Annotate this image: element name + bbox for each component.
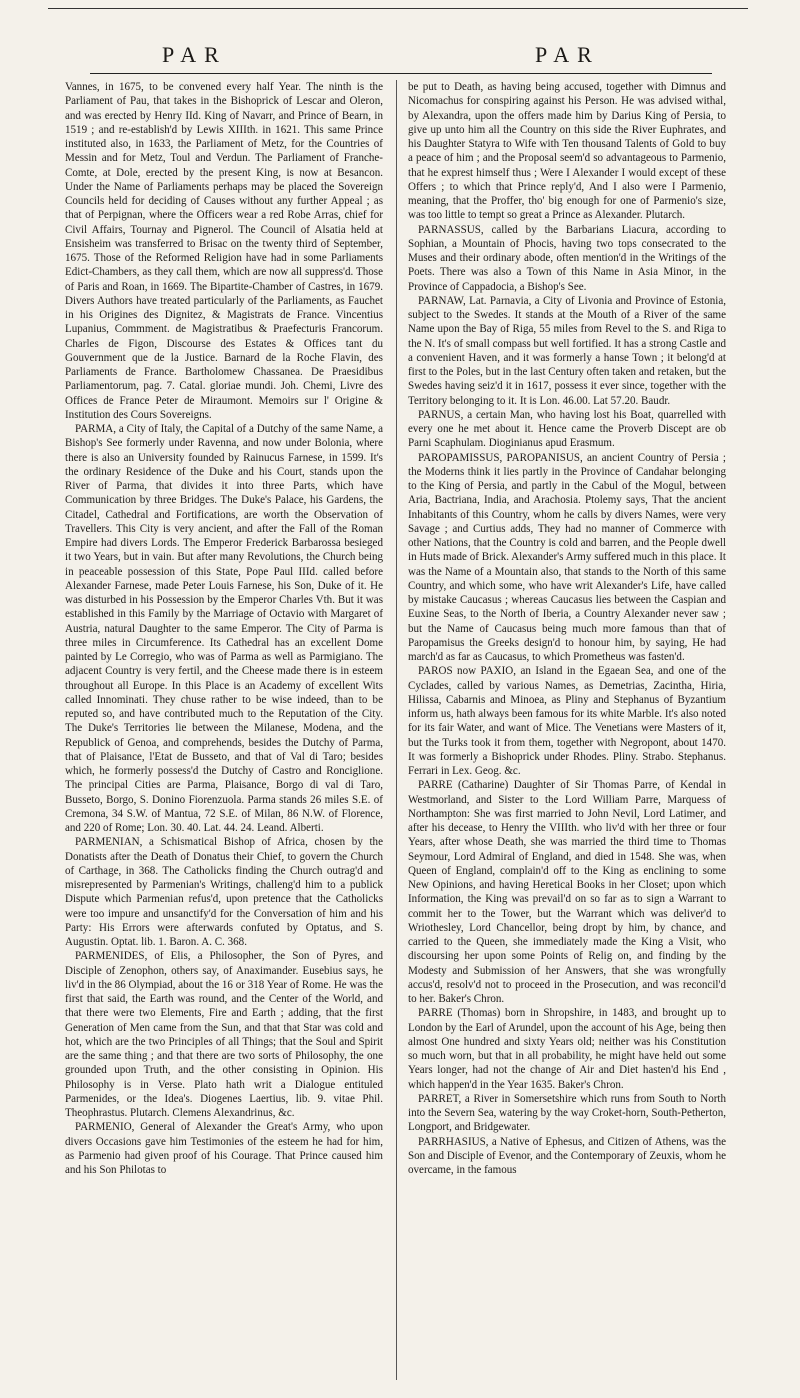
- header-left: PAR: [162, 42, 227, 67]
- column-divider: [396, 80, 397, 1380]
- entry-paragraph: PARRE (Thomas) born in Shropshire, in 1483, and brought up to London by the Earl of Arundel, upon the account of his Age, being then almost One hundred and sixty Years old; neither was his Constitution so much worn, but that in all probability, he might have held out some Years longer, had not the change of Air and Diet hasten'd his End , which happen'd in the Year 1635. Baker's Chron.: [408, 1007, 726, 1091]
- entry-paragraph: be put to Death, as having being accused, together with Dimnus and Nicomachus for conspiring against his Person. He was advised withal, by Alexandra, upon the offers made him by Darius King of Persia, to give up unto him all the Country on this side the River Euphrates, and his Daughter Statyra to Wife with Ten thousand Talents of Gold to buy a peace of him ; and the Proposal seem'd so advantageous to Parmenio, that he exprest himself thus ; Were I Alexander I would except of these Offers ; to which that Prince reply'd, And I also were I Parmenio, meaning, that the Proffer, tho' big enough for one of Parmenio's size, was too little to tempt so great a Prince as Alexander. Plutarch.: [408, 81, 726, 222]
- entry-paragraph: Vannes, in 1675, to be convened every half Year. The ninth is the Parliament of Pau, that takes in the Bishoprick of Lescar and Oleron, and was erected by Henry IId. King of Navarr, and Prince of Bearn, in 1519 ; and re-establish'd by Lewis XIIIth. in 1621. This same Prince instituted also, in 1633, the Parliament of Metz, for the Countries of Messin and for Metz, Toul and Verdun. The Parliament of Franche-Comte, at Dole, erected by the present King, is now at Besancon. Under the Name of Parliaments perhaps may be placed the Sovereign Councils held for deciding of Causes without any further Appeal ; as that of Perpignan, where the Officers wear a red Robe Arras, chief for Civil Affairs, Tournay and Pignerol. The Council of Alsatia held at Ensisheim was transferred to Brisac on the twenty third of September, 1675. Those of the Reformed Religion have had in some Parliaments Edict-Chambers, as they call them, which are now all suppress'd. Those of Paris and Roan, in 1669. The Bipartite-Chamber of Castres, in 1679. Divers Authors have treated particularly of the Parliaments, as Fauchet in his Origines des Dignitez, & Magistrats de France. Vincentius Lupanius, Commment. de Magistratibus & Praefecturis Francorum. Charles de Figon, Discourse des Estates & Offices tant du Gouvernment que de la Justice. Barnard de la Roche Flavin, des Parliaments de France. Bartholomew Chassanea. De Praesidibus Parliamentorum, pag. 7. Catal. gloriae mundi. Joh. Chemi, Livre des Offices de France Peter de Miraumont. Memoirs sur l' Origine & Institution des Cours Sovereigns.: [65, 81, 383, 421]
- entry-paragraph: PARRET, a River in Somersetshire which runs from South to North into the Severn Sea, watering by the way Croket-horn, South-Petherton, Longport, and Bridgewater.: [408, 1092, 726, 1134]
- right-column: [408, 80, 726, 1380]
- entry-paragraph: PAROS now PAXIO, an Island in the Egaean Sea, and one of the Cyclades, called by various Names, as Demetrias, Zacintha, Hiria, Hilissa, Cabarnis and Minoea, as Pliny and Stephanus of Byzantium inform us, hath always been famous for its white Marble. It's also noted for its fair Water, and want of Mice. The Venetians were Masters of it, but the Turks took it from them, together with Negropont, about 1470. It was formerly a Bishoprick under Rhodes. Pliny. Strabo. Stephanus. Ferrari in Lex. Geog. &c.: [408, 665, 726, 777]
- entry-paragraph: PARNASSUS, called by the Barbarians Liacura, according to Sophian, a Mountain of Phocis, having two tops consecrated to the Muses and their ordinary abode, often mention'd in the Writings of the Poets. There was also a Town of this Name in Asia Minor, in the Province of Cappadocia, a Bishop's See.: [408, 223, 726, 293]
- left-column: [65, 80, 383, 1380]
- running-header: [0, 42, 800, 72]
- header-rule: [90, 73, 712, 74]
- header-right: PAR: [535, 42, 600, 67]
- entry-paragraph: PARMENIAN, a Schismatical Bishop of Africa, chosen by the Donatists after the Death of Donatus their Chief, to govern the Church of Carthage, in 368. The Catholicks finding the Church outrag'd and misrepresented by Parmenian's Writings, challeng'd him to a publick Dispute which Parmenian refus'd, upon pretence that the Catholicks were too impure and unsanctify'd for the Conversation of him and his Party: His Errors were afterwards confuted by Optatus, and S. Augustin. Optat. lib. 1. Baron. A. C. 368.: [65, 836, 383, 948]
- entry-paragraph: PARMA, a City of Italy, the Capital of a Dutchy of the same Name, a Bishop's See formerly under Ravenna, and now under Bolonia, where there is also an University founded by Rainucus Farnese, in 1599. It's the ordinary Residence of the Duke and his Court, stands upon the River of Parma, that divides it into three Parts, which have Communication by three Bridges. The Duke's Palace, his Gardens, the Citadel, Cathedral and Fortifications, are worth the Observation of Travellers. This City is very ancient, and after the Fall of the Roman Empire had divers Lords. The Emperor Frederick Barbarossa besieged it two Years, but in vain. But after many Revolutions, the Church being in peaceable possession of this State, Pope Paul IIId. called before Alexander Farnese, made Peter Louis Farnese, his Son, Duke of it. He was disturbed in his Possession by the Emperor Charles Vth. But it was established in this Family by the Marriage of Octavio with Margaret of Austria, natural Daughter to the same Emperor. The City of Parma is three miles in Circumference. Its Cathedral has an excellent Dome painted by Le Corregio, who was of Parma as well as Parmigiano. The adjacent Country is very fertil, and the Cheese made there is in esteem throughout all Europe. In this Place is an Academy of excellent Wits called Innominati. They chuse rather to be wise indeed, than to be reputed so, and have contributed much to the Reputation of the City. The Duke's Territories lie between the Milanese, Modena, and the Republick of Genoa, and comprehends, besides the Dutchy of Parma, that of Plaisance, l'Etat de Busseto, and that of Val di Taro; besides which, he formerly possess'd the Dutchy of Castro and Ronciglione. The principal Cities are Parma, Plaisance, Borgo di val di Taro, Busseto, Borgo, S. Donino Fiorenzuola. Parma stands 26 miles S.E. of Cremona, 34 S.W. of Mantua, 72 S.E. of Milan, 86 N.W. of Florence, and 220 of Rome; Lon. 30. 40. Lat. 44. 24. Leand. Alberti.: [65, 423, 383, 834]
- top-border-rule: [48, 8, 748, 9]
- entry-paragraph: PARMENIDES, of Elis, a Philosopher, the Son of Pyres, and Disciple of Zenophon, others say, of Anaximander. Eusebius says, he liv'd in the 86 Olympiad, about the 16 or 318 Year of Rome. He was the first that said, the Earth was round, and the Center of the World, and that there were two Elements, Fire and Earth ; adding, that the first Generation of Men came from the Sun, and that that Star was cold and hot, which are the two Principles of all Things; that the Soul and Spirit are the same thing ; and that there are two sorts of Philosophy, the one grounded upon Truth, and the other consisting in Opinion. His Philosophy is in Verse. Plato hath writ a Dialogue entituled Parmenides, or the Idea's. Diogenes Laertius, lib. 9. vitae Phil. Theophrastus. Plutarch. Clemens Alexandrinus, &c.: [65, 950, 383, 1119]
- entry-paragraph: PARMENIO, General of Alexander the Great's Army, who upon divers Occasions gave him Testimonies of the esteem he had for him, as Parmenio had given proof of his Courage. That Prince caused him and his Son Philotas to: [65, 1121, 383, 1176]
- entry-paragraph: PARNAW, Lat. Parnavia, a City of Livonia and Province of Estonia, subject to the Swedes. It stands at the Mouth of a River of the same Name upon the Bay of Riga, 55 miles from Revel to the S. and Riga to the N. It's of small compass but well fortified. It has a strong Castle and a convenient Haven, and it was formerly a hanse Town ; it belong'd at first to the Poles, but in the last Century often taken and retaken, but the Swedes having seiz'd it in 1617, possess it ever since, together with the Territory belonging to it. It is Lon. 46.00. Lat 57.20. Baudr.: [408, 294, 726, 407]
- entry-paragraph: PARNUS, a certain Man, who having lost his Boat, quarrelled with every one he met about it. Hence came the Proverb Discept are ob Parni Scaphulam. Dioginianus apud Erasmum.: [408, 408, 726, 450]
- entry-paragraph: PARRHASIUS, a Native of Ephesus, and Citizen of Athens, was the Son and Disciple of Evenor, and the Contemporary of Zeuxis, whom he overcame, in the famous: [408, 1135, 726, 1176]
- entry-paragraph: PAROPAMISSUS, PAROPANISUS, an ancient Country of Persia ; the Moderns think it lies partly in the Province of Candahar belonging to the King of Persia, and partly in the Cabul of the Mogul, between Aria, Bactriana, India, and Arachosia. Ptolemy says, That the ancient Inhabitants of this Country, whom he calls by divers Names, were very Savage ; and Curtius adds, They had no manner of Commerce with other Nations, that the Country is cold and barren, and the People dwell in Huts made of Brick. Alexander's Army suffered much in this place. It was the Name of a Mountain also, that stands to the North of this same Country, and which some, who have writ Alexander's Life, have called by mistake Caucasus ; whereas Caucasus lies between the Caspian and Euxine Seas, to the North of Iberia, a Country Alexander never saw ; but the Name of Caucasus being much more famous than that of Paropamisus the Greeks design'd to honour him, by saying, He had march'd as far as Caucasus, to which Prometheus was fasten'd.: [408, 451, 726, 663]
- entry-paragraph: PARRE (Catharine) Daughter of Sir Thomas Parre, of Kendal in Westmorland, and Sister to the Lord William Parre, Marquess of Northampton: She was first married to John Nevil, Lord Latimer, and after his decease, to Henry the VIIIth. who liv'd with her three or four Years, after whose Death, she was married the third time to Thomas Seymour, Lord Admiral of England, and died in 1548. She was, when Queen of England, complain'd off to the King as enclining to some New Opinions, and having Heretical Books in her Closet; upon which Information, the King was prevail'd on so far as to sign a Warrant to commit her to the Tower, but the Warrant which was deliver'd to Wriothesley, Lord Chancellor, being dropt by him, by chance, and carried to the Queen, she immediately made the King a Visit, who discoursing her upon some Points of Relig on, and finding by the Modesty and Submission of her Answers, that she was wrongfully accus'd, resolv'd not to proceed in the Prosecution, and was reconcil'd to her. Baker's Chron.: [408, 779, 726, 1005]
